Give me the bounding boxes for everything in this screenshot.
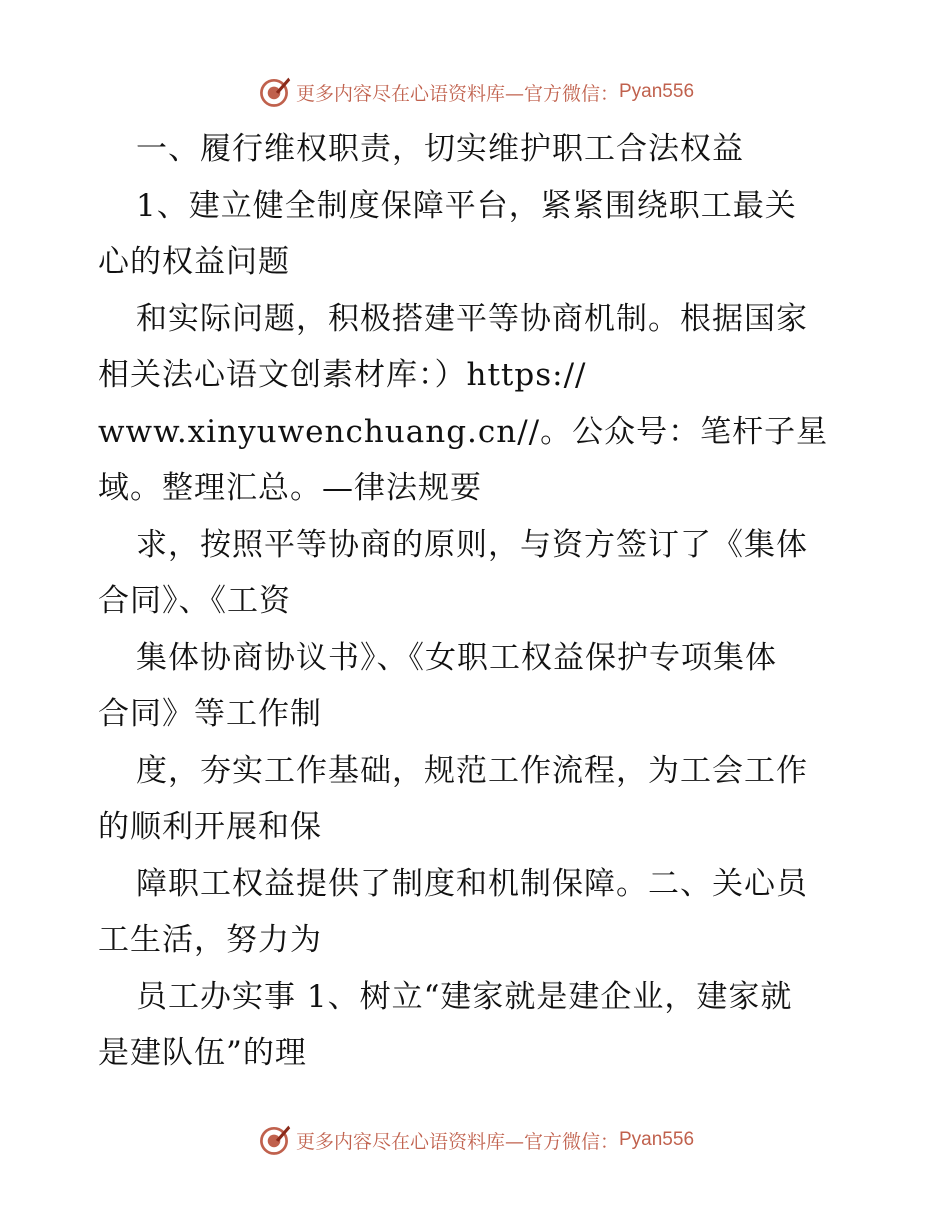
paragraph-line: 心的权益问题: [98, 244, 290, 280]
footer-wechat-id: Pyan556: [619, 1129, 695, 1150]
header-wechat-id: Pyan556: [619, 81, 695, 102]
paragraph-line: 的顺利开展和保: [98, 809, 322, 845]
header-banner: [0, 72, 950, 112]
paragraph-line: 和实际问题，积极搭建平等协商机制。根据国家: [136, 300, 808, 337]
paragraph-line: 域。整理汇总。—律法规要: [98, 470, 482, 506]
footer-banner-text: 更多内容尽在心语资料库—官方微信：: [295, 1130, 619, 1153]
document-body: [98, 121, 858, 1082]
paragraph-line: 是建队伍”的理: [98, 1035, 307, 1071]
paragraph-line: www.xinyuwenchuang.cn//。公众号：笔杆子星: [98, 413, 829, 450]
paragraph-line: 合同》等工作制: [98, 696, 322, 732]
paragraph-line: 集体协商协议书》、《女职工权益保护专项集体: [136, 639, 777, 676]
paragraph-line: 员工办实事 1、树立“建家就是建企业，建家就: [136, 978, 793, 1015]
paragraph-line: 合同》、《工资: [98, 583, 291, 619]
paragraph-line: 度，夯实工作基础，规范工作流程，为工会工作: [136, 752, 808, 789]
paragraph-line: 1、建立健全制度保障平台，紧紧围绕职工最关: [136, 187, 797, 224]
paragraph-line: 障职工权益提供了制度和机制保障。二、关心员: [136, 865, 808, 902]
red-quill-seal-icon: [256, 74, 292, 110]
red-quill-seal-icon: [256, 1122, 292, 1158]
paragraph-line: 求，按照平等协商的原则，与资方签订了《集体: [136, 526, 808, 563]
paragraph-line: 一、履行维权职责，切实维护职工合法权益: [136, 131, 744, 167]
footer-banner: [0, 1120, 950, 1160]
paragraph-line: 工生活，努力为: [98, 922, 322, 958]
header-banner-text: 更多内容尽在心语资料库—官方微信：: [295, 82, 619, 105]
paragraph-line: 相关法心语文创素材库：）https://: [98, 357, 587, 393]
